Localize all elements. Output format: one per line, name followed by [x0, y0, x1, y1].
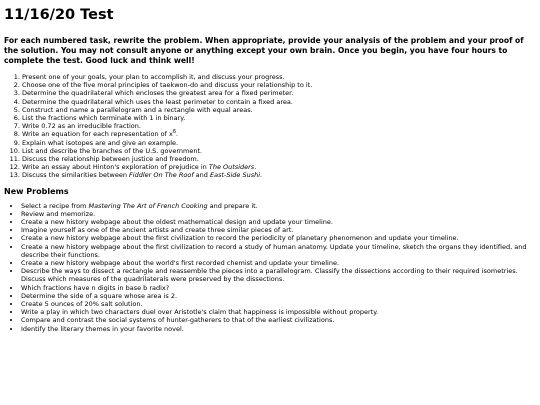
problem-item: [21, 325, 536, 333]
problem-item: [21, 316, 536, 324]
task-text: Discuss the similarities between: [22, 171, 130, 180]
problem-text: Create 5 ounces of 20% salt solution.: [21, 300, 143, 309]
problem-text: Identify the literary themes in your favorite novel.: [21, 324, 184, 333]
task-text: Choose one of the five moral principles of taekwon-do and discuss your relationship to it.: [22, 81, 313, 90]
page-title: 11/16/20 Test: [4, 7, 114, 23]
task-text: Discuss the relationship between justice and freedom.: [22, 155, 199, 164]
task-item: [22, 147, 536, 155]
problem-item: [21, 226, 536, 234]
test-instructions: For each numbered task, rewrite the problem. When appropriate, provide your analysis of the problem and your proof of the solution. You may not consult anyone or anything except your own brain. Once you begin, you have four hours to complete the test. Good luck and think well!: [4, 36, 524, 65]
task-text: Present one of your goals, your plan to accomplish it, and discuss your progress.: [22, 73, 285, 81]
problem-item: [21, 267, 536, 283]
problem-text: Select a recipe from: [21, 201, 89, 210]
task-item: [22, 171, 536, 179]
task-item: [22, 114, 536, 122]
problem-text: Which fractions have n digits in base b radix?: [21, 283, 170, 292]
problem-item: [21, 300, 536, 308]
problem-text: Determine the side of a square whose area is 2.: [21, 291, 178, 300]
task-text: Write an essay about Hinton's exploration of prejudice in: [22, 163, 209, 172]
task-text-end: .: [260, 171, 263, 180]
problem-item: [21, 218, 536, 226]
problem-text: Create a new history webpage about the world's first recorded chemist and update your timeline.: [21, 259, 340, 268]
problem-item: [21, 308, 536, 316]
problem-text: Create a new history webpage about the oldest mathematical design and update your timeline.: [21, 218, 333, 227]
task-text: Write 0.72 as an irreducible fraction.: [22, 122, 141, 131]
task-text: Determine the quadrilateral which uses the least perimeter to contain a fixed area.: [22, 97, 293, 106]
problem-text: Compare and contrast the social systems of hunter-gatherers to that of the earliest civilizations.: [21, 316, 335, 325]
book-title: Mastering The Art of French Cooking: [88, 201, 208, 210]
work-title: East-Side Sushi: [209, 171, 261, 180]
exponent: 6: [172, 129, 176, 136]
problem-item: [21, 202, 536, 210]
task-item: [22, 98, 536, 106]
problem-item: [21, 210, 536, 218]
problem-item: [21, 259, 536, 267]
task-item: [22, 130, 536, 138]
problem-text: Describe the ways to dissect a rectangle and reassemble the pieces into a parallelogram. Classify the dissections according to their required isometries. Discuss which measures of the quadrilaterals were preserved by the dissections.: [21, 267, 518, 284]
problem-item: [21, 234, 536, 242]
task-item: [22, 139, 536, 147]
task-text: Construct and name a parallelogram and a rectangle with equal areas.: [22, 105, 253, 114]
task-text-mid: and: [193, 171, 210, 180]
task-item: [22, 81, 536, 89]
section-heading: New Problems: [4, 186, 69, 196]
task-text-end: .: [176, 130, 179, 139]
task-text-end: .: [254, 163, 257, 172]
problem-text: Create a new history webpage about the first civilization to record the periodicity of planetary phenomenon and update your timeline.: [21, 234, 459, 243]
task-text: Determine the quadrilateral which encloses the greatest area for a fixed perimeter.: [22, 89, 294, 98]
problem-item: [21, 243, 536, 259]
task-item: [22, 155, 536, 163]
book-title: The Outsiders: [208, 163, 255, 172]
problem-text: Create a new history webpage about the first civilization to record a study of human anatomy. Update your timeline, sketch the organs they identified, and describe their functions.: [21, 242, 527, 259]
task-item: [22, 163, 536, 171]
task-text: Explain what isotopes are and give an example.: [22, 138, 179, 147]
task-list: [4, 73, 536, 180]
new-problems-list: [4, 202, 536, 333]
problem-text: Write a play in which two characters duel over Aristotle's claim that happiness is impossible without property.: [21, 308, 379, 317]
problem-item: [21, 284, 536, 292]
problem-text: Review and memorize.: [21, 209, 96, 218]
task-text: List the fractions which terminate with 1 in binary.: [22, 114, 186, 123]
task-text: Write an equation for each representation of x: [22, 130, 173, 139]
task-item: [22, 73, 536, 81]
task-item: [22, 89, 536, 97]
work-title: Fiddler On The Roof: [129, 171, 194, 180]
problem-item: [21, 292, 536, 300]
task-text: List and describe the branches of the U.S. government.: [22, 146, 203, 155]
problem-text-end: and prepare it.: [207, 201, 258, 210]
task-item: [22, 106, 536, 114]
problem-text: Imagine yourself as one of the ancient artists and create three similar pieces of art.: [21, 226, 294, 235]
